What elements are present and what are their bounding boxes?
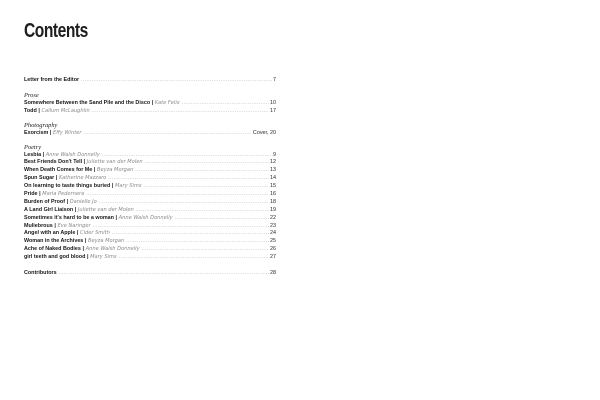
entry-title: When Death Comes for Me xyxy=(24,167,93,174)
entry-separator: | xyxy=(84,238,87,245)
dot-leader xyxy=(102,152,272,160)
entry-separator: | xyxy=(74,206,77,213)
entry-author: Katherine Mazzaro xyxy=(58,175,107,182)
entry-separator: | xyxy=(82,246,85,253)
entry-page-number: 22 xyxy=(270,214,276,221)
entry-page-number: 28 xyxy=(270,270,276,277)
entry-page-number: 27 xyxy=(270,254,276,261)
entry-title: Somewhere Between the Sand Pile and the Disco xyxy=(24,99,151,106)
dot-leader xyxy=(112,230,269,238)
entry-author: Anne Walsh Donnelly xyxy=(118,214,173,221)
entry-author: Cider Smith xyxy=(80,230,110,237)
entry-page-number: 16 xyxy=(270,191,276,198)
dot-leader xyxy=(108,175,269,183)
entry-title: On learning to taste things buried xyxy=(24,183,111,190)
entry-author: Anne Walsh Donnelly xyxy=(85,246,140,253)
section-label: Photography xyxy=(24,121,58,129)
entry-page-number: 26 xyxy=(270,246,276,253)
entry-separator: | xyxy=(76,230,79,237)
entry-author: Beyza Morgan xyxy=(97,167,134,174)
table-of-contents xyxy=(24,18,276,278)
entry-author: Beyza Morgan xyxy=(88,238,125,245)
entry-separator: | xyxy=(83,159,86,166)
toc-entry[interactable] xyxy=(24,175,276,183)
entry-title: Burden of Proof xyxy=(24,198,66,205)
dot-leader xyxy=(175,215,269,223)
entry-page-number: 25 xyxy=(270,238,276,245)
entry-title: Muliebrous xyxy=(24,222,53,229)
section-label: Prose xyxy=(24,91,39,99)
dot-leader xyxy=(81,77,272,85)
entry-author: Callum McLaughlin xyxy=(41,107,90,114)
entry-author: Anne Walsh Donnelly xyxy=(45,151,100,158)
entry-page-number: 23 xyxy=(270,222,276,229)
toc-entry[interactable] xyxy=(24,108,276,116)
toc-entry[interactable] xyxy=(24,152,276,160)
toc-entry[interactable] xyxy=(24,167,276,175)
entry-title: A Land Girl Liaison xyxy=(24,206,74,213)
entry-title: Lesbia xyxy=(24,151,42,158)
dot-leader xyxy=(119,254,269,262)
entry-author: Juliette van der Molen xyxy=(77,206,134,213)
dot-leader xyxy=(59,270,269,278)
entry-separator: | xyxy=(115,214,118,221)
entry-title: Sometimes it's hard to be a woman xyxy=(24,214,114,221)
entry-separator: | xyxy=(49,129,52,136)
toc-entry[interactable] xyxy=(24,254,276,262)
dot-leader xyxy=(126,238,269,246)
entry-separator: | xyxy=(86,254,89,261)
section-label: Poetry xyxy=(24,143,42,151)
entry-page-number: 9 xyxy=(273,151,276,158)
entry-author: Juliette van der Molen xyxy=(86,159,143,166)
section-poetry xyxy=(24,144,276,262)
entry-separator: | xyxy=(66,198,69,205)
toc-entry[interactable] xyxy=(24,230,276,238)
dot-leader xyxy=(83,130,252,138)
entry-author: Effy Winter xyxy=(52,129,82,136)
entry-title: Spun Sugar xyxy=(24,175,55,182)
entry-page-number: 12 xyxy=(270,159,276,166)
toc-entry-contributors[interactable] xyxy=(24,270,276,278)
entry-separator: | xyxy=(111,183,114,190)
toc-entry[interactable] xyxy=(24,215,276,223)
toc-entry-editor-letter[interactable] xyxy=(24,77,276,85)
entry-title: girl teeth and god blood xyxy=(24,254,86,261)
entry-page-number: 18 xyxy=(270,198,276,205)
entry-page-number: Cover, 20 xyxy=(252,129,276,136)
entry-author: Maria Pedernera xyxy=(42,191,85,198)
entry-title: Contributors xyxy=(24,270,57,277)
toc-entry[interactable] xyxy=(24,100,276,108)
entry-separator: | xyxy=(39,191,41,198)
entry-page-number: 19 xyxy=(270,206,276,213)
dot-leader xyxy=(86,191,269,199)
entry-title: Woman in the Archives xyxy=(24,238,84,245)
toc-entry[interactable] xyxy=(24,130,276,138)
entry-title: Angel with an Apple xyxy=(24,230,76,237)
entry-page-number: 13 xyxy=(270,167,276,174)
section-prose xyxy=(24,92,276,116)
dot-leader xyxy=(99,199,269,207)
page-title: Contents xyxy=(24,20,88,42)
entry-separator: | xyxy=(54,222,56,229)
entry-author: Kate Felix xyxy=(154,99,180,106)
entry-page-number: 15 xyxy=(270,183,276,190)
entry-page-number: 10 xyxy=(270,99,276,106)
entry-title: Best Friends Don't Tell xyxy=(24,159,83,166)
dot-leader xyxy=(135,167,269,175)
entry-separator: | xyxy=(42,151,45,158)
dot-leader xyxy=(92,108,269,116)
entry-page-number: 17 xyxy=(270,107,276,114)
entry-title: Letter from the Editor xyxy=(24,77,80,83)
entry-separator: | xyxy=(151,99,154,106)
entry-title: Pride xyxy=(24,191,38,198)
dot-leader xyxy=(145,159,269,167)
entry-page-number: 24 xyxy=(270,230,276,237)
section-photography xyxy=(24,122,276,138)
entry-title: Ache of Naked Bodies xyxy=(24,246,81,253)
dot-leader xyxy=(142,246,269,254)
entry-author: Mary Sims xyxy=(90,254,117,261)
toc-entry[interactable] xyxy=(24,223,276,231)
dot-leader xyxy=(136,207,269,215)
entry-separator: | xyxy=(93,167,96,174)
toc-entry[interactable] xyxy=(24,238,276,246)
entry-author: Eve Naringer xyxy=(57,222,91,229)
dot-leader xyxy=(143,183,269,191)
toc-entry[interactable] xyxy=(24,191,276,199)
entry-separator: | xyxy=(55,175,58,182)
dot-leader xyxy=(182,100,269,108)
entry-separator: | xyxy=(38,107,40,114)
toc-entry[interactable] xyxy=(24,207,276,215)
toc-entry[interactable] xyxy=(24,199,276,207)
entry-page-number: 14 xyxy=(270,175,276,182)
toc-entry[interactable] xyxy=(24,159,276,167)
dot-leader xyxy=(93,223,269,231)
entry-title: Todd xyxy=(24,107,37,114)
toc-entry[interactable] xyxy=(24,183,276,191)
entry-title: Exorcism xyxy=(24,129,49,136)
entry-author: Danielle Jo xyxy=(69,198,97,205)
entry-author: Mary Sims xyxy=(114,183,142,190)
entry-page-number: 7 xyxy=(273,77,276,83)
toc-entry[interactable] xyxy=(24,246,276,254)
